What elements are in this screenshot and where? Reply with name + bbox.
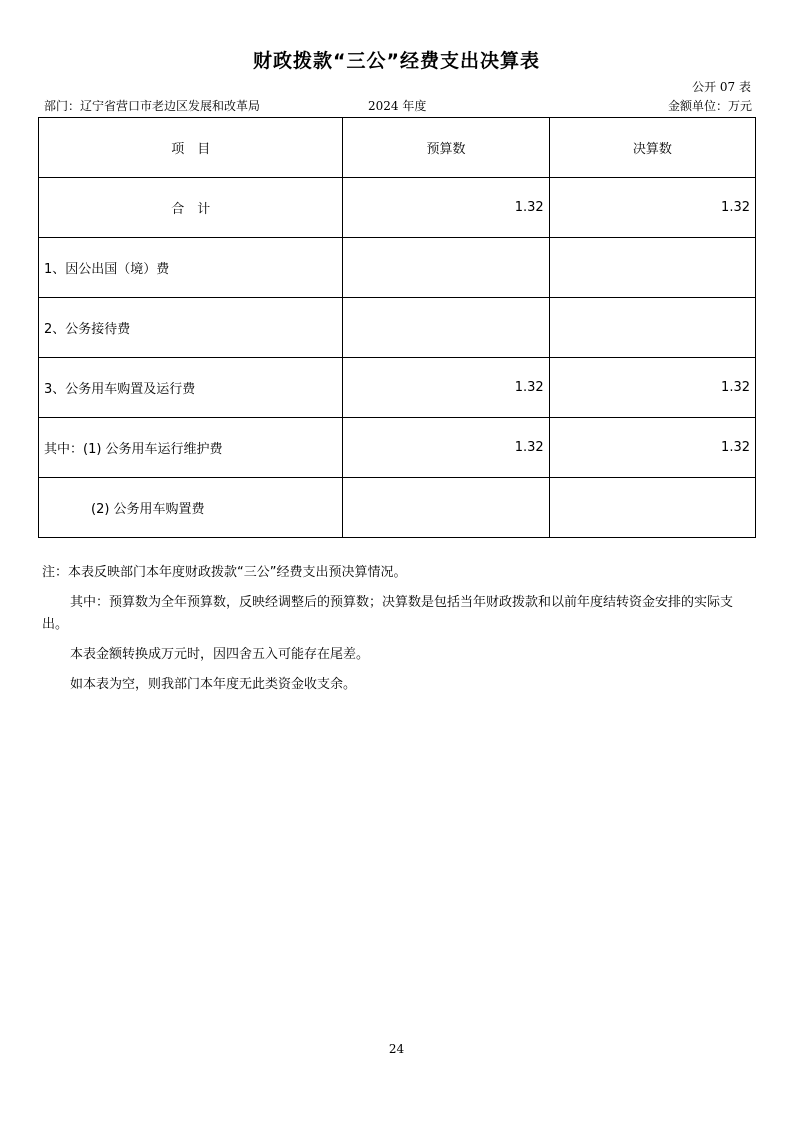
row-final: 1.32 xyxy=(549,178,755,238)
row-final xyxy=(549,298,755,358)
table-row xyxy=(39,358,756,418)
header-budget: 预算数 xyxy=(343,118,549,178)
row-item: 其中：(1) 公务用车运行维护费 xyxy=(39,418,343,478)
expense-table xyxy=(38,117,756,538)
header-item: 项 目 xyxy=(39,118,343,178)
note-text: 注：本表反映部门本年度财政拨款“三公”经费支出预决算情况。 xyxy=(42,565,407,580)
table-code: 公开 07 表 xyxy=(692,80,751,94)
table-row xyxy=(39,478,756,538)
department-label: 部门：辽宁省营口市老边区发展和改革局 xyxy=(44,99,261,113)
note-text: 本表金额转换成万元时，因四舍五入可能存在尾差。 xyxy=(70,647,370,662)
row-item: 3、公务用车购置及运行费 xyxy=(39,358,343,418)
row-budget xyxy=(343,298,549,358)
row-item: (2) 公务用车购置费 xyxy=(39,478,343,538)
row-budget xyxy=(343,238,549,298)
row-budget xyxy=(343,478,549,538)
row-final xyxy=(549,238,755,298)
row-budget: 1.32 xyxy=(343,418,549,478)
note-text: 如本表为空，则我部门本年度无此类资金收支余。 xyxy=(70,677,357,692)
note-text: 其中：预算数为全年预算数，反映经调整后的预算数；决算数是包括当年财政拨款和以前年度结转资金安排的实际支出。 xyxy=(42,595,734,632)
row-item: 合 计 xyxy=(39,178,343,238)
year-label: 2024 年度 xyxy=(368,99,427,113)
row-final: 1.32 xyxy=(549,358,755,418)
notes-section xyxy=(42,562,754,704)
page-number: 24 xyxy=(388,1042,405,1056)
row-final: 1.32 xyxy=(549,418,755,478)
table-row xyxy=(39,238,756,298)
table-row-total xyxy=(39,178,756,238)
table-row xyxy=(39,418,756,478)
row-final xyxy=(549,478,755,538)
unit-label: 金额单位：万元 xyxy=(667,99,752,113)
row-item: 1、因公出国（境）费 xyxy=(39,238,343,298)
header-final: 决算数 xyxy=(549,118,755,178)
table-header-row xyxy=(39,118,756,178)
row-budget: 1.32 xyxy=(343,358,549,418)
meta-row xyxy=(40,97,752,113)
page-title: 财政拨款“三公”经费支出决算表 xyxy=(253,50,540,72)
table-row xyxy=(39,298,756,358)
row-item: 2、公务接待费 xyxy=(39,298,343,358)
row-budget: 1.32 xyxy=(343,178,549,238)
